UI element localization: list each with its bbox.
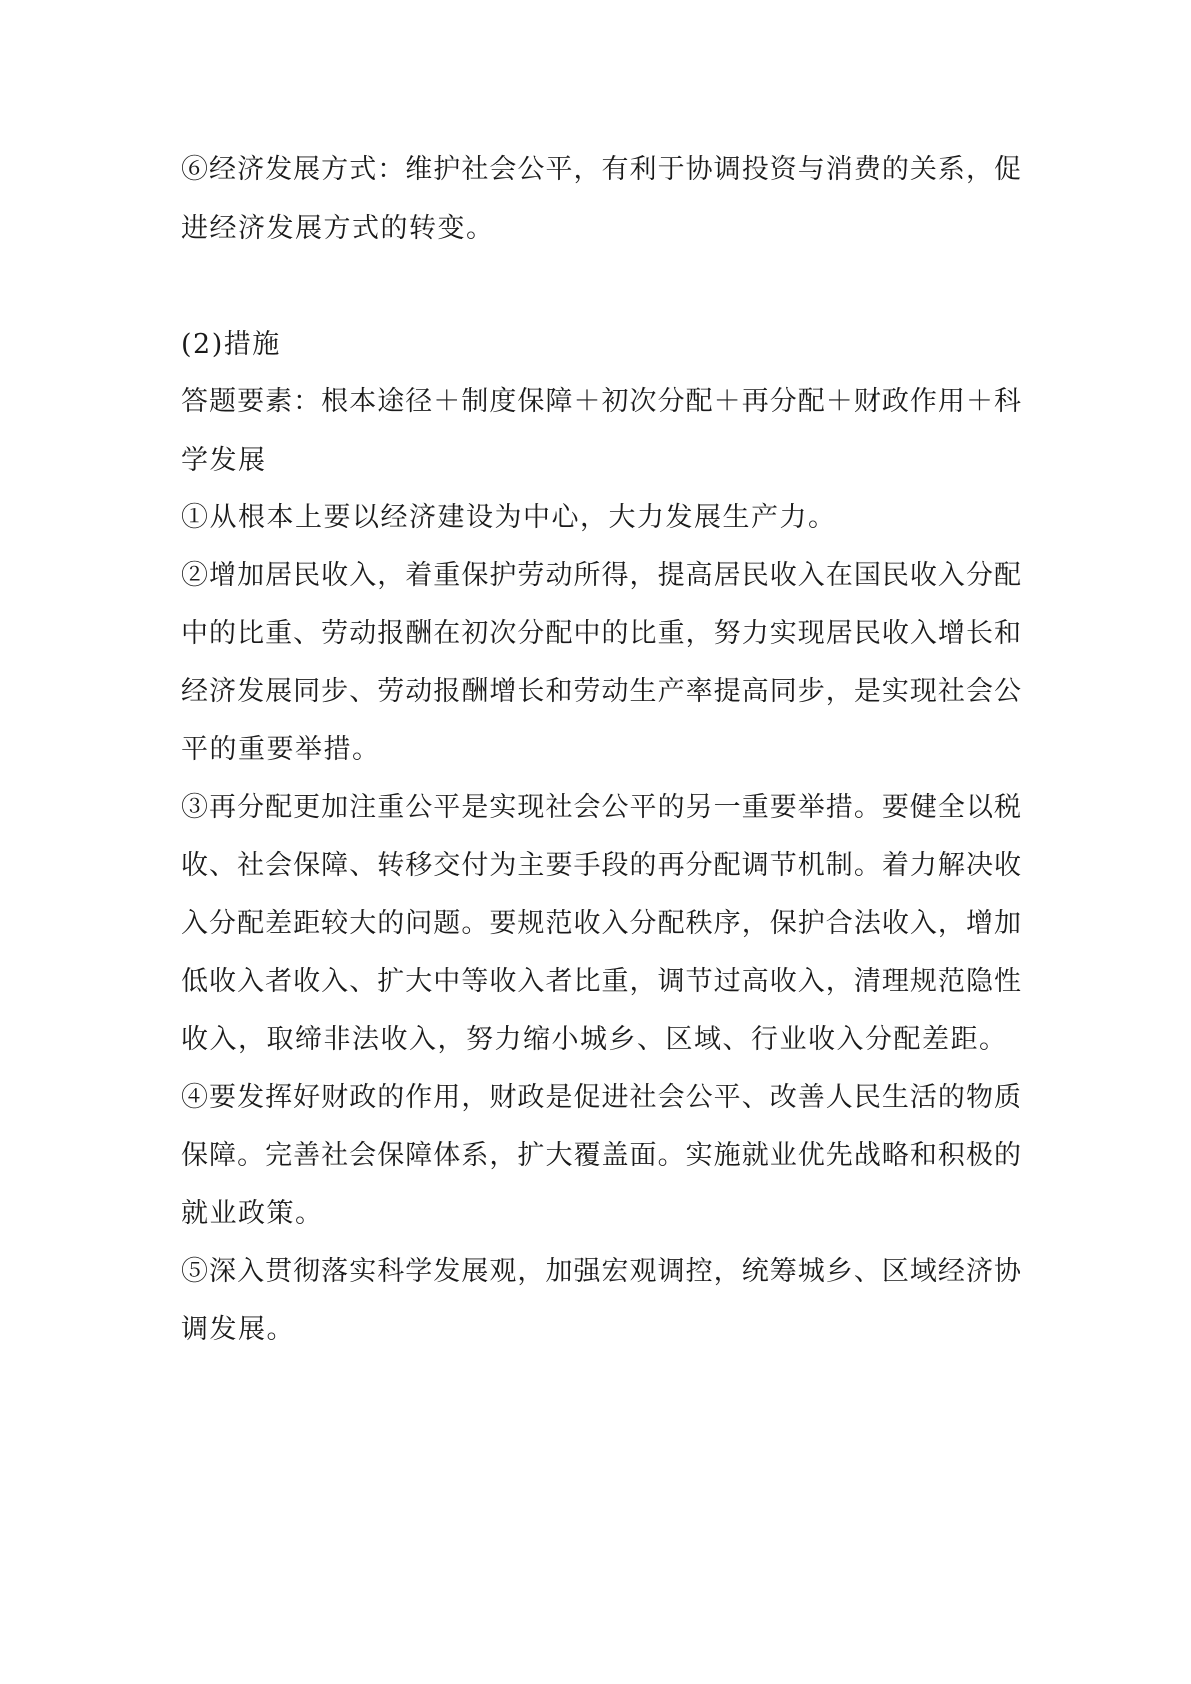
point-2-line-2: 中的比重、劳动报酬在初次分配中的比重，努力实现居民收入增长和 [181, 618, 1021, 649]
point-4-line-2: 保障。完善社会保障体系，扩大覆盖面。实施就业优先战略和积极的 [181, 1140, 1021, 1171]
answer-elements-line-1: 答题要素：根本途径＋制度保障＋初次分配＋再分配＋财政作用＋科 [181, 386, 1021, 417]
point-2-line-1: ②增加居民收入，着重保护劳动所得，提高居民收入在国民收入分配 [181, 560, 1021, 591]
point-3-line-2: 收、社会保障、转移交付为主要手段的再分配调节机制。着力解决收 [181, 850, 1021, 881]
point-2-line-3: 经济发展同步、劳动报酬增长和劳动生产率提高同步，是实现社会公 [181, 676, 1021, 707]
point-4-line-3: 就业政策。 [181, 1198, 324, 1229]
point-5-line-2: 调发展。 [181, 1314, 295, 1345]
economic-development-line-1: ⑥经济发展方式：维护社会公平，有利于协调投资与消费的关系，促 [181, 154, 1021, 185]
point-2-line-4: 平的重要举措。 [181, 734, 381, 765]
point-3-line-5: 收入，取缔非法收入，努力缩小城乡、区域、行业收入分配差距。 [181, 1024, 1008, 1055]
point-3-line-4: 低收入者收入、扩大中等收入者比重，调节过高收入，清理规范隐性 [181, 966, 1021, 997]
answer-elements-line-2: 学发展 [181, 445, 267, 476]
point-1-line-1: ①从根本上要以经济建设为中心，大力发展生产力。 [181, 502, 837, 533]
point-3-line-3: 入分配差距较大的问题。要规范收入分配秩序，保护合法收入，增加 [181, 908, 1021, 939]
economic-development-line-2: 进经济发展方式的转变。 [181, 213, 495, 244]
point-3-line-1: ③再分配更加注重公平是实现社会公平的另一重要举措。要健全以税 [181, 792, 1021, 823]
point-5-line-1: ⑤深入贯彻落实科学发展观，加强宏观调控，统筹城乡、区域经济协 [181, 1256, 1021, 1287]
section-heading-measures: (2)措施 [181, 329, 281, 360]
point-4-line-1: ④要发挥好财政的作用，财政是促进社会公平、改善人民生活的物质 [181, 1082, 1021, 1113]
